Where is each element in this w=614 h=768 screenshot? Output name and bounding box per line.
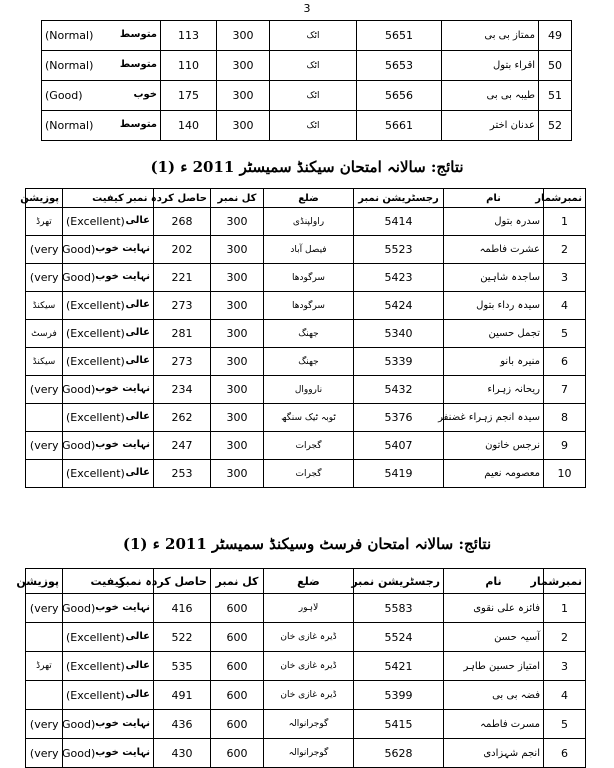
- grade-english: (Excellent): [66, 411, 125, 424]
- cell-total: 600: [211, 739, 264, 768]
- cell-registration: 5340: [354, 320, 444, 348]
- cell-district: جھنگ: [264, 348, 354, 376]
- cell-total: 300: [211, 376, 264, 404]
- cell-total: 300: [217, 81, 270, 111]
- grade-urdu: متوسط: [119, 29, 157, 40]
- cell-serial: 8: [544, 404, 586, 432]
- cell-name: سیدہ رداء بتول: [444, 292, 544, 320]
- cell-serial: 2: [544, 236, 586, 264]
- cell-grade: [42, 51, 161, 81]
- cell-registration: 5524: [354, 623, 444, 652]
- header-name: نام: [444, 189, 544, 208]
- cell-name: عدنان اختر: [442, 111, 539, 141]
- cell-name: طیبہ بی بی: [442, 81, 539, 111]
- cell-serial: 7: [544, 376, 586, 404]
- grade-english: (Normal): [45, 29, 94, 42]
- cell-district: فیصل آباد: [264, 236, 354, 264]
- cell-name: سدرہ بتول: [444, 208, 544, 236]
- cell-name: انجم شہزادی: [444, 739, 544, 768]
- cell-obtained: 273: [154, 348, 211, 376]
- section-caption-first-second-semester: نتائج: سالانہ امتحان فرسٹ وسیکنڈ سمیسٹر 2011 ء (1): [122, 535, 492, 553]
- cell-registration: 5419: [354, 460, 444, 488]
- cell-serial: 52: [539, 111, 572, 141]
- cell-serial: 6: [544, 348, 586, 376]
- cell-district: گوجرانوالہ: [264, 710, 354, 739]
- table-row: [26, 460, 586, 488]
- cell-grade: [29, 594, 154, 623]
- cell-registration: 5523: [354, 236, 444, 264]
- grade-urdu: نہایت خوب: [95, 746, 150, 758]
- cell-name: عشرت فاطمہ: [444, 236, 544, 264]
- table-row: [26, 681, 586, 710]
- cell-obtained: 491: [154, 681, 211, 710]
- cell-serial: 2: [544, 623, 586, 652]
- cell-registration: 5415: [354, 710, 444, 739]
- cell-obtained: 113: [161, 21, 217, 51]
- cell-total: 300: [217, 51, 270, 81]
- cell-serial: 5: [544, 710, 586, 739]
- cell-district: گوجرانوالہ: [264, 739, 354, 768]
- cell-position: سیکنڈ: [26, 348, 63, 376]
- cell-total: 300: [211, 292, 264, 320]
- cell-obtained: 268: [154, 208, 211, 236]
- grade-english: (Excellent): [66, 630, 125, 644]
- cell-district: راولپنڈی: [264, 208, 354, 236]
- grade-english: (very Good): [29, 717, 96, 731]
- grade-urdu: نہایت خوب: [95, 243, 150, 254]
- cell-grade: [29, 432, 154, 460]
- cell-grade: [29, 236, 154, 264]
- grade-urdu: عالی: [125, 630, 150, 642]
- grade-urdu: نہایت خوب: [95, 439, 150, 450]
- results-table-continued: [41, 20, 572, 141]
- grade-urdu: متوسط: [119, 59, 157, 70]
- cell-district: گجرات: [264, 432, 354, 460]
- table-row: [26, 623, 586, 652]
- cell-total: 300: [211, 348, 264, 376]
- cell-total: 300: [211, 208, 264, 236]
- cell-registration: 5628: [354, 739, 444, 768]
- header-total: کل نمبر: [211, 189, 264, 208]
- table-row: [26, 710, 586, 739]
- cell-name: ریحانہ زہراء: [444, 376, 544, 404]
- grade-english: (Excellent): [66, 215, 125, 228]
- cell-registration: 5414: [354, 208, 444, 236]
- cell-position: [26, 681, 63, 710]
- table-body: [26, 594, 586, 768]
- cell-obtained: 436: [154, 710, 211, 739]
- cell-district: اٹک: [270, 21, 357, 51]
- grade-english: (Excellent): [66, 327, 125, 340]
- cell-registration: 5656: [357, 81, 442, 111]
- cell-obtained: 221: [154, 264, 211, 292]
- grade-urdu: عالی: [125, 327, 150, 338]
- cell-obtained: 140: [161, 111, 217, 141]
- cell-serial: 4: [544, 681, 586, 710]
- cell-grade: [63, 292, 154, 320]
- grade-urdu: نہایت خوب: [95, 717, 150, 729]
- header-name: نام: [444, 569, 544, 594]
- grade-urdu: عالی: [125, 215, 150, 226]
- grade-urdu: نہایت خوب: [95, 383, 150, 394]
- cell-total: 600: [211, 681, 264, 710]
- results-table-first-second-semester: [16, 568, 586, 768]
- grade-urdu: عالی: [125, 411, 150, 422]
- cell-obtained: 262: [154, 404, 211, 432]
- cell-name: ساجدہ شاہین: [444, 264, 544, 292]
- grade-english: (Excellent): [66, 299, 125, 312]
- table-row: [26, 320, 586, 348]
- cell-obtained: 522: [154, 623, 211, 652]
- table-row: [26, 208, 586, 236]
- grade-english: (very Good): [29, 439, 96, 452]
- table-row: [26, 594, 586, 623]
- cell-registration: 5376: [354, 404, 444, 432]
- grade-english: (Excellent): [66, 659, 125, 673]
- grade-english: (Excellent): [66, 688, 125, 702]
- cell-district: ڈیرہ غازی خان: [264, 652, 354, 681]
- table-row: [42, 81, 572, 111]
- cell-obtained: 202: [154, 236, 211, 264]
- cell-name: امتیاز حسین طاہر: [444, 652, 544, 681]
- cell-grade: [63, 348, 154, 376]
- cell-district: سرگودھا: [264, 264, 354, 292]
- grade-urdu: خوب: [133, 89, 157, 100]
- cell-district: نارووال: [264, 376, 354, 404]
- cell-position: تھرڈ: [26, 208, 63, 236]
- cell-grade: [29, 264, 154, 292]
- cell-total: 600: [211, 623, 264, 652]
- cell-position: [26, 404, 63, 432]
- cell-name: معصومہ نعیم: [444, 460, 544, 488]
- cell-registration: 5339: [354, 348, 444, 376]
- cell-obtained: 416: [154, 594, 211, 623]
- grade-english: (very Good): [29, 601, 96, 615]
- cell-total: 300: [217, 21, 270, 51]
- table-row: [26, 432, 586, 460]
- cell-grade: [29, 739, 154, 768]
- cell-total: 600: [211, 652, 264, 681]
- cell-serial: 10: [544, 460, 586, 488]
- cell-serial: 3: [544, 264, 586, 292]
- cell-grade: [29, 376, 154, 404]
- cell-registration: 5424: [354, 292, 444, 320]
- cell-district: گجرات: [264, 460, 354, 488]
- cell-total: 300: [211, 236, 264, 264]
- header-row: [26, 189, 586, 208]
- grade-english: (Excellent): [66, 355, 125, 368]
- cell-serial: 1: [544, 208, 586, 236]
- header-grade: کیفیت: [63, 569, 154, 594]
- grade-urdu: نہایت خوب: [95, 601, 150, 613]
- cell-serial: 4: [544, 292, 586, 320]
- cell-grade: [29, 710, 154, 739]
- table-row: [42, 111, 572, 141]
- cell-serial: 5: [544, 320, 586, 348]
- cell-grade: [63, 460, 154, 488]
- cell-grade: [42, 111, 161, 141]
- cell-name: اقراء بتول: [442, 51, 539, 81]
- grade-english: (Excellent): [66, 467, 125, 480]
- cell-position: فرسٹ: [26, 320, 63, 348]
- header-obtained: حاصل کردہ نمبر: [154, 189, 211, 208]
- header-registration: رجسٹریشن نمبر: [354, 189, 444, 208]
- page-number: 3: [303, 2, 311, 15]
- cell-total: 300: [211, 460, 264, 488]
- cell-obtained: 273: [154, 292, 211, 320]
- grade-urdu: عالی: [125, 467, 150, 478]
- cell-serial: 1: [544, 594, 586, 623]
- cell-district: اٹک: [270, 51, 357, 81]
- header-grade: کیفیت: [63, 189, 154, 208]
- grade-english: (very Good): [29, 383, 96, 396]
- cell-registration: 5421: [354, 652, 444, 681]
- cell-registration: 5661: [357, 111, 442, 141]
- cell-district: ٹوبہ ٹیک سنگھ: [264, 404, 354, 432]
- table-body: [42, 21, 572, 141]
- cell-serial: 50: [539, 51, 572, 81]
- cell-grade: [63, 208, 154, 236]
- grade-urdu: عالی: [125, 659, 150, 671]
- header-district: ضلع: [264, 569, 354, 594]
- section-caption-second-semester: نتائج: سالانہ امتحان سیکنڈ سمیسٹر 2011 ء (1): [150, 158, 464, 176]
- cell-district: لاہور: [264, 594, 354, 623]
- cell-obtained: 535: [154, 652, 211, 681]
- cell-obtained: 110: [161, 51, 217, 81]
- table-row: [26, 292, 586, 320]
- cell-serial: 9: [544, 432, 586, 460]
- grade-english: (very Good): [29, 243, 96, 256]
- grade-urdu: عالی: [125, 688, 150, 700]
- cell-district: جھنگ: [264, 320, 354, 348]
- cell-obtained: 247: [154, 432, 211, 460]
- cell-total: 600: [211, 710, 264, 739]
- table-row: [26, 264, 586, 292]
- cell-grade: [63, 320, 154, 348]
- cell-registration: 5583: [354, 594, 444, 623]
- cell-name: مسرت فاطمہ: [444, 710, 544, 739]
- cell-name: ممتاز بی بی: [442, 21, 539, 51]
- grade-english: (very Good): [29, 271, 96, 284]
- cell-total: 300: [211, 264, 264, 292]
- cell-grade: [42, 81, 161, 111]
- grade-english: (very Good): [29, 746, 96, 760]
- cell-registration: 5432: [354, 376, 444, 404]
- cell-serial: 6: [544, 739, 586, 768]
- grade-urdu: متوسط: [119, 119, 157, 130]
- cell-grade: [63, 404, 154, 432]
- header-sn: نمبرشمار: [544, 189, 586, 208]
- cell-total: 300: [211, 404, 264, 432]
- table-row: [26, 348, 586, 376]
- cell-grade: [63, 681, 154, 710]
- table-row: [26, 404, 586, 432]
- table-row: [26, 376, 586, 404]
- cell-obtained: 234: [154, 376, 211, 404]
- cell-registration: 5653: [357, 51, 442, 81]
- table-row: [26, 652, 586, 681]
- cell-name: تجمل حسین: [444, 320, 544, 348]
- cell-district: اٹک: [270, 111, 357, 141]
- cell-position: سیکنڈ: [26, 292, 63, 320]
- cell-obtained: 281: [154, 320, 211, 348]
- table-row: [26, 739, 586, 768]
- header-row: [26, 569, 586, 594]
- table-row: [26, 236, 586, 264]
- table-body: [26, 208, 586, 488]
- header-position: پوزیشن: [26, 189, 63, 208]
- cell-position: [26, 623, 63, 652]
- cell-district: اٹک: [270, 81, 357, 111]
- cell-total: 300: [217, 111, 270, 141]
- cell-district: ڈیرہ غازی خان: [264, 623, 354, 652]
- cell-grade: [63, 623, 154, 652]
- cell-serial: 3: [544, 652, 586, 681]
- cell-name: منیرہ بانو: [444, 348, 544, 376]
- cell-position: [26, 460, 63, 488]
- grade-urdu: نہایت خوب: [95, 271, 150, 282]
- cell-position: تھرڈ: [26, 652, 63, 681]
- cell-serial: 49: [539, 21, 572, 51]
- cell-grade: [63, 652, 154, 681]
- grade-english: (Normal): [45, 119, 94, 132]
- header-total: کل نمبر: [211, 569, 264, 594]
- grade-urdu: عالی: [125, 299, 150, 310]
- table-row: [42, 21, 572, 51]
- cell-registration: 5407: [354, 432, 444, 460]
- cell-serial: 51: [539, 81, 572, 111]
- header-obtained: حاصل کردہ نمبر: [154, 569, 211, 594]
- cell-total: 300: [211, 320, 264, 348]
- header-district: ضلع: [264, 189, 354, 208]
- cell-total: 600: [211, 594, 264, 623]
- cell-obtained: 253: [154, 460, 211, 488]
- cell-obtained: 175: [161, 81, 217, 111]
- cell-grade: [42, 21, 161, 51]
- cell-name: فائزہ علی نقوی: [444, 594, 544, 623]
- cell-registration: 5423: [354, 264, 444, 292]
- header-position: پوزیشن: [26, 569, 63, 594]
- grade-english: (Normal): [45, 59, 94, 72]
- grade-urdu: عالی: [125, 355, 150, 366]
- cell-total: 300: [211, 432, 264, 460]
- cell-district: ڈیرہ غازی خان: [264, 681, 354, 710]
- cell-obtained: 430: [154, 739, 211, 768]
- header-registration: رجسٹریشن نمبر: [354, 569, 444, 594]
- cell-name: نرجس خاتون: [444, 432, 544, 460]
- cell-name: سیدہ انجم زہراء غضنفر: [444, 404, 544, 432]
- grade-english: (Good): [45, 89, 83, 102]
- header-sn: نمبرشمار: [544, 569, 586, 594]
- cell-registration: 5651: [357, 21, 442, 51]
- cell-name: آسیہ حسن: [444, 623, 544, 652]
- results-table-second-semester: [20, 188, 586, 488]
- cell-district: سرگودھا: [264, 292, 354, 320]
- table-row: [42, 51, 572, 81]
- cell-name: فضہ بی بی: [444, 681, 544, 710]
- cell-registration: 5399: [354, 681, 444, 710]
